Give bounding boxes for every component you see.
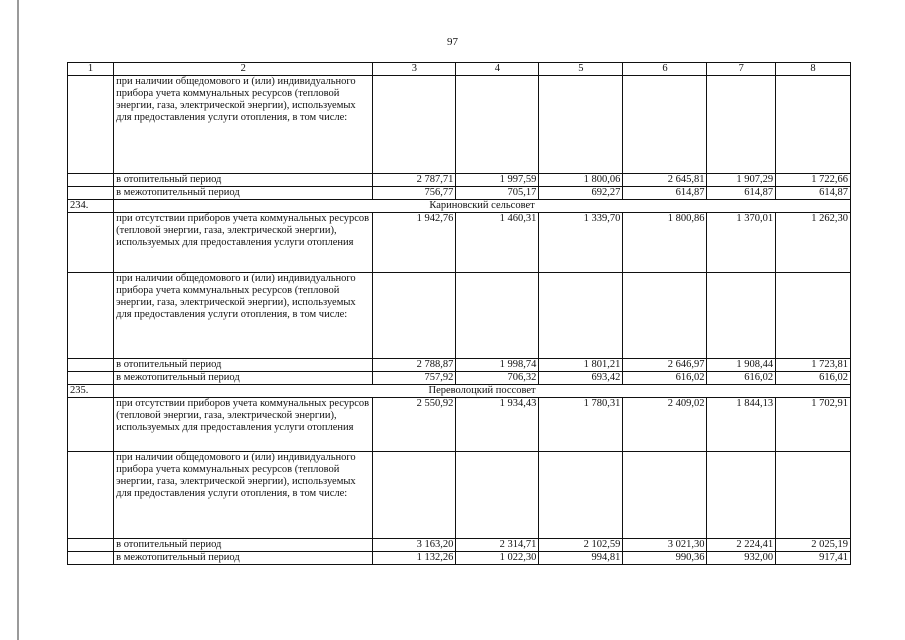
description-cell: при наличии общедомового и (или) индивидуального прибора учета коммунальных ресурсов (тепловой энергии, газа, электрической энергии), используемых для предоставления услуги отопления, в том числе: xyxy=(114,452,373,539)
row-number-cell xyxy=(68,552,114,565)
value-cell-col-7 xyxy=(707,452,776,539)
value-cell-col-3: 2 550,92 xyxy=(373,398,456,452)
table-header-row xyxy=(68,63,851,76)
value-cell-col-4: 1 997,59 xyxy=(456,174,539,187)
value-cell-col-8: 2 025,19 xyxy=(776,539,851,552)
header-cell: 1 xyxy=(68,63,114,76)
value-cell-col-6 xyxy=(623,76,707,174)
row-number-cell xyxy=(68,187,114,200)
value-cell-col-5: 1 780,31 xyxy=(539,398,623,452)
value-cell-col-3: 2 788,87 xyxy=(373,359,456,372)
description-cell: в отопительный период xyxy=(114,174,373,187)
row-number-cell xyxy=(68,213,114,273)
value-cell-col-8: 1 722,66 xyxy=(776,174,851,187)
value-cell-col-6: 2 646,97 xyxy=(623,359,707,372)
section-number: 234. xyxy=(68,200,114,213)
description-cell: при отсутствии приборов учета коммунальных ресурсов (тепловой энергии, газа, электрической энергии), используемых для предоставления услуги отопления xyxy=(114,398,373,452)
value-cell-col-8: 1 702,91 xyxy=(776,398,851,452)
value-cell-col-6: 2 645,81 xyxy=(623,174,707,187)
value-cell-col-7: 1 908,44 xyxy=(707,359,776,372)
page-number: 97 xyxy=(447,36,458,48)
value-cell-col-8: 616,02 xyxy=(776,372,851,385)
row-number-cell xyxy=(68,398,114,452)
description-cell: в межотопительный период xyxy=(114,187,373,200)
value-cell-col-8: 1 723,81 xyxy=(776,359,851,372)
value-cell-col-6 xyxy=(623,273,707,359)
row-number-cell xyxy=(68,359,114,372)
header-cell: 4 xyxy=(456,63,539,76)
value-cell-col-8: 614,87 xyxy=(776,187,851,200)
section-title: Переволоцкий поссовет xyxy=(114,385,851,398)
value-cell-col-6: 1 800,86 xyxy=(623,213,707,273)
value-cell-col-4 xyxy=(456,273,539,359)
value-cell-col-4: 1 934,43 xyxy=(456,398,539,452)
row-number-cell xyxy=(68,539,114,552)
header-cell: 6 xyxy=(623,63,707,76)
value-cell-col-7: 1 907,29 xyxy=(707,174,776,187)
value-cell-col-3: 3 163,20 xyxy=(373,539,456,552)
header-cell: 5 xyxy=(539,63,623,76)
value-cell-col-8: 1 262,30 xyxy=(776,213,851,273)
description-cell: при отсутствии приборов учета коммунальных ресурсов (тепловой энергии, газа, электрической энергии), используемых для предоставления услуги отопления xyxy=(114,213,373,273)
row-number-cell xyxy=(68,372,114,385)
table-row xyxy=(68,452,851,539)
value-cell-col-6: 614,87 xyxy=(623,187,707,200)
tariff-table xyxy=(67,62,851,565)
table-row xyxy=(68,372,851,385)
value-cell-col-3: 1 942,76 xyxy=(373,213,456,273)
table-row xyxy=(68,273,851,359)
value-cell-col-7 xyxy=(707,76,776,174)
value-cell-col-3: 756,77 xyxy=(373,187,456,200)
value-cell-col-4 xyxy=(456,452,539,539)
header-cell: 2 xyxy=(114,63,373,76)
value-cell-col-6: 616,02 xyxy=(623,372,707,385)
value-cell-col-5: 1 339,70 xyxy=(539,213,623,273)
description-cell: при наличии общедомового и (или) индивидуального прибора учета коммунальных ресурсов (тепловой энергии, газа, электрической энергии), используемых для предоставления услуги отопления, в том числе: xyxy=(114,76,373,174)
value-cell-col-5: 693,42 xyxy=(539,372,623,385)
page-edge-line xyxy=(17,0,19,640)
value-cell-col-5: 1 800,06 xyxy=(539,174,623,187)
value-cell-col-5: 994,81 xyxy=(539,552,623,565)
section-number: 235. xyxy=(68,385,114,398)
table-row xyxy=(68,76,851,174)
value-cell-col-8 xyxy=(776,452,851,539)
value-cell-col-7 xyxy=(707,273,776,359)
value-cell-col-3: 2 787,71 xyxy=(373,174,456,187)
value-cell-col-4: 1 460,31 xyxy=(456,213,539,273)
value-cell-col-7: 2 224,41 xyxy=(707,539,776,552)
table-row xyxy=(68,187,851,200)
value-cell-col-4: 705,17 xyxy=(456,187,539,200)
value-cell-col-7: 616,02 xyxy=(707,372,776,385)
table-row xyxy=(68,539,851,552)
row-number-cell xyxy=(68,452,114,539)
row-number-cell xyxy=(68,273,114,359)
table-row xyxy=(68,552,851,565)
value-cell-col-3: 757,92 xyxy=(373,372,456,385)
value-cell-col-5 xyxy=(539,452,623,539)
value-cell-col-3: 1 132,26 xyxy=(373,552,456,565)
value-cell-col-3 xyxy=(373,273,456,359)
header-cell: 7 xyxy=(707,63,776,76)
value-cell-col-8: 917,41 xyxy=(776,552,851,565)
value-cell-col-5 xyxy=(539,273,623,359)
value-cell-col-7: 614,87 xyxy=(707,187,776,200)
value-cell-col-4: 2 314,71 xyxy=(456,539,539,552)
row-number-cell xyxy=(68,174,114,187)
value-cell-col-4 xyxy=(456,76,539,174)
value-cell-col-8 xyxy=(776,273,851,359)
section-row xyxy=(68,385,851,398)
table-row xyxy=(68,359,851,372)
value-cell-col-7: 932,00 xyxy=(707,552,776,565)
table-row xyxy=(68,213,851,273)
value-cell-col-5 xyxy=(539,76,623,174)
value-cell-col-7: 1 370,01 xyxy=(707,213,776,273)
section-row xyxy=(68,200,851,213)
value-cell-col-6: 3 021,30 xyxy=(623,539,707,552)
description-cell: при наличии общедомового и (или) индивидуального прибора учета коммунальных ресурсов (тепловой энергии, газа, электрической энергии), используемых для предоставления услуги отопления, в том числе: xyxy=(114,273,373,359)
description-cell: в межотопительный период xyxy=(114,372,373,385)
description-cell: в межотопительный период xyxy=(114,552,373,565)
value-cell-col-5: 1 801,21 xyxy=(539,359,623,372)
header-cell: 8 xyxy=(776,63,851,76)
value-cell-col-3 xyxy=(373,452,456,539)
value-cell-col-5: 692,27 xyxy=(539,187,623,200)
row-number-cell xyxy=(68,76,114,174)
table-row xyxy=(68,174,851,187)
value-cell-col-4: 1 998,74 xyxy=(456,359,539,372)
header-cell: 3 xyxy=(373,63,456,76)
value-cell-col-8 xyxy=(776,76,851,174)
value-cell-col-6: 990,36 xyxy=(623,552,707,565)
value-cell-col-7: 1 844,13 xyxy=(707,398,776,452)
value-cell-col-5: 2 102,59 xyxy=(539,539,623,552)
description-cell: в отопительный период xyxy=(114,539,373,552)
table-body xyxy=(68,63,851,565)
value-cell-col-3 xyxy=(373,76,456,174)
value-cell-col-6 xyxy=(623,452,707,539)
table-row xyxy=(68,398,851,452)
value-cell-col-4: 706,32 xyxy=(456,372,539,385)
value-cell-col-6: 2 409,02 xyxy=(623,398,707,452)
value-cell-col-4: 1 022,30 xyxy=(456,552,539,565)
description-cell: в отопительный период xyxy=(114,359,373,372)
section-title: Кариновский сельсовет xyxy=(114,200,851,213)
